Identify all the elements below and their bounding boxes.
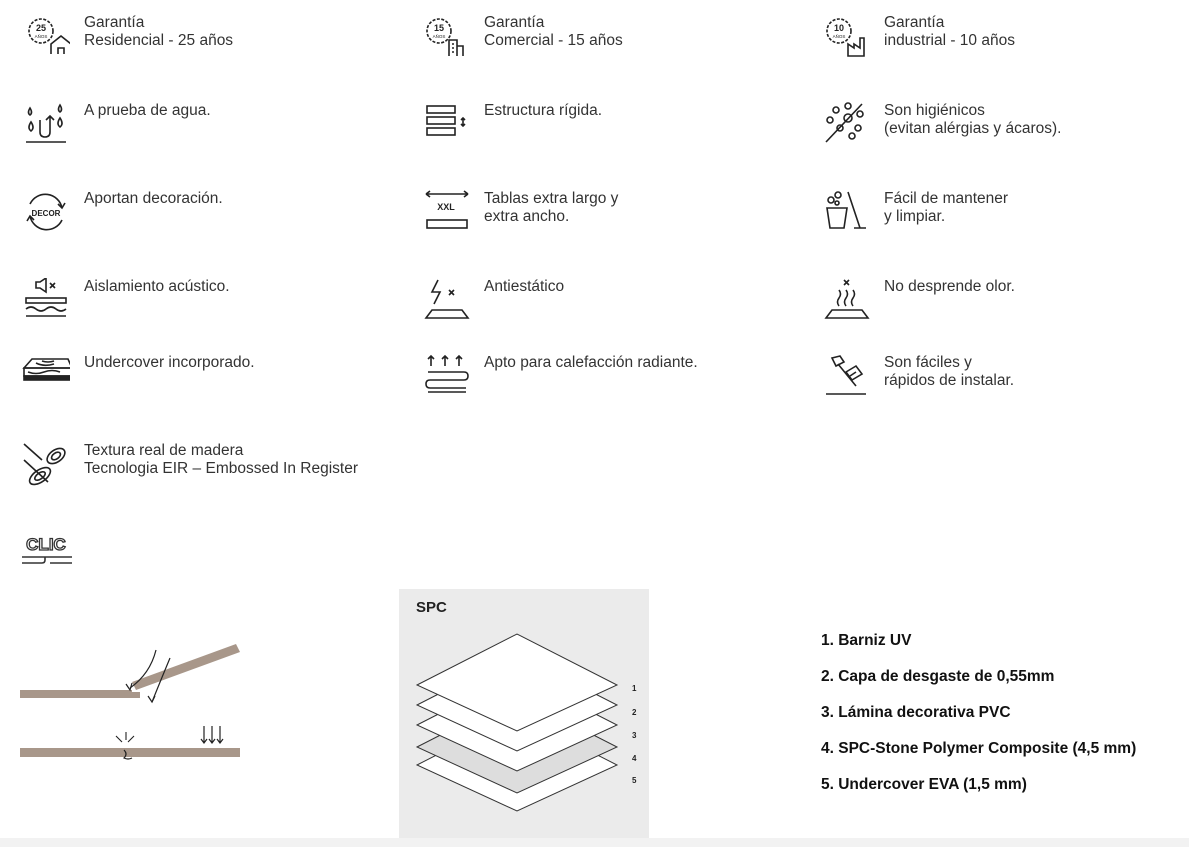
clic-logo-icon [20, 533, 76, 569]
feature-line: Tablas extra largo y [484, 190, 619, 207]
feature-garantia-residencial [22, 14, 233, 58]
feature-line: rápidos de instalar. [884, 372, 1015, 389]
feature-line: extra ancho. [484, 208, 570, 225]
feature-instalar [822, 354, 1014, 398]
layer-item: 2. Capa de desgaste de 0,55mm [821, 668, 1055, 685]
hammer-install-icon [822, 354, 870, 398]
badge-number: 10 [833, 23, 845, 33]
bucket-mop-icon [822, 190, 870, 234]
feature-line: Son higiénicos [884, 102, 985, 119]
feature-line: Antiestático [484, 278, 565, 295]
spc-layer-number: 5 [632, 776, 637, 785]
rigid-structure-icon [422, 102, 470, 146]
feature-decoracion [22, 190, 223, 234]
feature-antiestatico [422, 278, 564, 322]
decor-badge-text: DECOR [31, 209, 61, 218]
badge-unit: AÑOS [832, 34, 846, 39]
acoustic-insulation-icon [22, 278, 70, 322]
hygienic-icon [822, 102, 870, 146]
spc-layer-number: 4 [632, 754, 637, 763]
spc-layer-number: 3 [632, 731, 637, 740]
feature-calefaccion [422, 354, 698, 398]
feature-line: A prueba de agua. [84, 102, 211, 119]
feature-line: Fácil de mantener [884, 190, 1009, 207]
feature-textura-madera [22, 442, 358, 486]
layer-item: 4. SPC-Stone Polymer Composite (4,5 mm) [821, 740, 1137, 757]
feature-line: Garantía [884, 14, 945, 31]
xxl-plank-icon [422, 190, 470, 234]
feature-line: No desprende olor. [884, 278, 1015, 295]
feature-line: Estructura rígida. [484, 102, 603, 119]
feature-aislamiento [22, 278, 230, 322]
layer-item: 5. Undercover EVA (1,5 mm) [821, 776, 1027, 793]
feature-prueba-agua [22, 102, 211, 146]
bottom-bar [0, 838, 1189, 847]
water-drops-icon [22, 102, 70, 146]
feature-line: Residencial - 25 años [84, 32, 234, 49]
wood-grain-icon [22, 442, 70, 486]
badge-unit: AÑOS [432, 34, 446, 39]
feature-line: Textura real de madera [84, 442, 244, 459]
plank-click-install-icon [14, 630, 254, 770]
house-badge-icon [22, 14, 70, 58]
spc-layer-number: 1 [632, 684, 637, 693]
feature-line: Comercial - 15 años [484, 32, 623, 49]
spc-layers-panel [399, 589, 649, 839]
feature-line: y limpiar. [884, 208, 946, 225]
decor-cycle-icon [22, 190, 70, 234]
layer-list [821, 632, 1136, 812]
badge-number: 25 [35, 23, 47, 33]
feature-estructura-rigida [422, 102, 602, 146]
badge-unit: AÑOS [34, 34, 48, 39]
badge-number: 15 [433, 23, 445, 33]
clic-logo-text: CLIC [26, 535, 66, 554]
feature-facil-mantener [822, 190, 1008, 234]
feature-sin-olor [822, 278, 1015, 322]
layer-item: 3. Lámina decorativa PVC [821, 704, 1011, 721]
feature-line: Tecnologia EIR – Embossed In Register [84, 460, 358, 477]
feature-garantia-comercial [422, 14, 623, 58]
feature-line: Son fáciles y [884, 354, 972, 371]
radiant-heating-icon [422, 354, 470, 398]
spc-title: SPC [416, 599, 447, 616]
feature-line: Garantía [484, 14, 545, 31]
undercover-layer-icon [22, 354, 70, 398]
feature-undercover [22, 354, 255, 398]
feature-line: Undercover incorporado. [84, 354, 255, 371]
building-badge-icon [422, 14, 470, 58]
feature-line: Aislamiento acústico. [84, 278, 230, 295]
layer-item: 1. Barniz UV [821, 632, 912, 649]
feature-line: Aportan decoración. [84, 190, 223, 207]
no-odor-icon [822, 278, 870, 322]
spc-layer-number: 2 [632, 708, 637, 717]
feature-garantia-industrial [822, 14, 1015, 58]
xxl-badge-text: XXL [437, 202, 455, 212]
feature-line: Apto para calefacción radiante. [484, 354, 698, 371]
feature-line: Garantía [84, 14, 145, 31]
feature-higienicos [822, 102, 1061, 146]
feature-line: industrial - 10 años [884, 32, 1015, 49]
antistatic-icon [422, 278, 470, 322]
feature-tablas-xxl [422, 190, 618, 234]
feature-line: (evitan alérgias y ácaros). [884, 120, 1062, 137]
factory-badge-icon [822, 14, 870, 58]
